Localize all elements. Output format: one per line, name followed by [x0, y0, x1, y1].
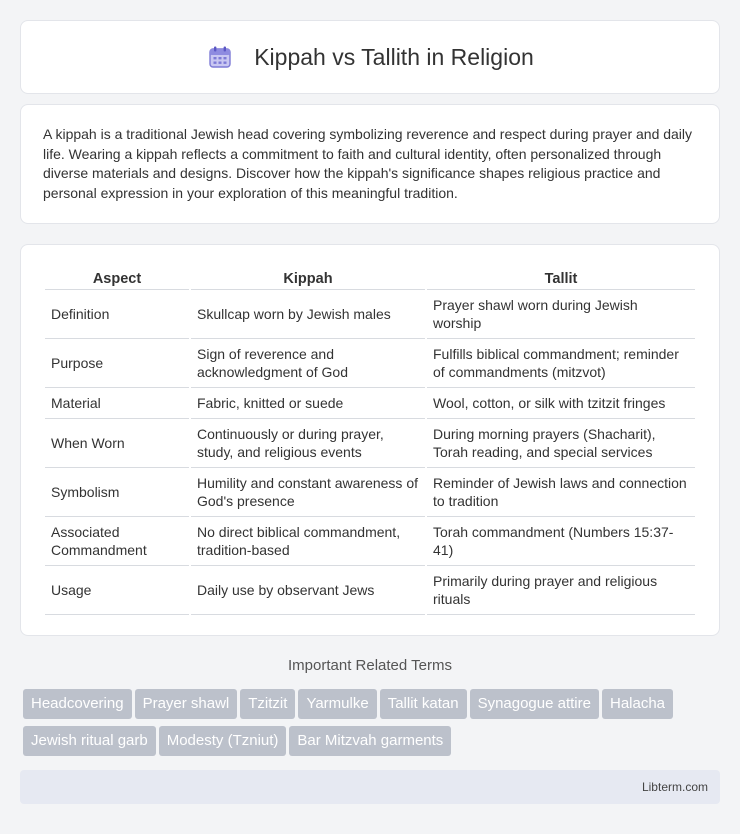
table-cell: When Worn	[45, 419, 189, 468]
intro-card	[20, 104, 720, 224]
related-terms-title: Important Related Terms	[288, 657, 452, 674]
table-row	[45, 517, 695, 566]
comparison-table	[43, 265, 697, 615]
table-cell: Material	[45, 388, 189, 419]
table-cell: Wool, cotton, or silk with tzitzit fringes	[427, 388, 695, 419]
related-term-tag[interactable]: Synagogue attire	[470, 689, 599, 719]
footer	[20, 770, 720, 804]
table-row	[45, 419, 695, 468]
related-term-tag[interactable]: Tallit katan	[380, 689, 467, 719]
table-cell: Usage	[45, 566, 189, 615]
table-cell: Torah commandment (Numbers 15:37-41)	[427, 517, 695, 566]
calendar-icon	[206, 43, 234, 71]
related-terms-list	[23, 689, 713, 763]
table-cell: Sign of reverence and acknowledgment of God	[191, 339, 425, 388]
table-cell: Symbolism	[45, 468, 189, 517]
table-cell: Definition	[45, 290, 189, 339]
table-cell: Reminder of Jewish laws and connection to tradition	[427, 468, 695, 517]
table-cell: Fulfills biblical commandment; reminder of commandments (mitzvot)	[427, 339, 695, 388]
footer-link[interactable]: Libterm.com	[641, 780, 708, 794]
title-card	[20, 20, 720, 94]
table-cell: Primarily during prayer and religious rituals	[427, 566, 695, 615]
intro-text: A kippah is a traditional Jewish head covering symbolizing reverence and respect during prayer and daily life. Wearing a kippah reflects a commitment to faith and cultural identity, often personalized through diverse materials and designs. Discover how the kippah's significance shapes religious practice and personal expression in your exploration of this meaningful tradition.	[43, 126, 693, 201]
header-tallit: Tallit	[427, 265, 695, 290]
table-cell: Skullcap worn by Jewish males	[191, 290, 425, 339]
table-cell: Daily use by observant Jews	[191, 566, 425, 615]
related-term-tag[interactable]: Bar Mitzvah garments	[289, 726, 451, 756]
related-term-tag[interactable]: Halacha	[602, 689, 673, 719]
header-aspect: Aspect	[45, 265, 189, 290]
related-term-tag[interactable]: Jewish ritual garb	[23, 726, 156, 756]
header-kippah: Kippah	[191, 265, 425, 290]
related-term-tag[interactable]: Modesty (Tzniut)	[159, 726, 287, 756]
table-header-row	[45, 265, 695, 290]
table-row	[45, 339, 695, 388]
table-row	[45, 388, 695, 419]
table-cell: Associated Commandment	[45, 517, 189, 566]
table-cell: Purpose	[45, 339, 189, 388]
table-cell: During morning prayers (Shacharit), Torah reading, and special services	[427, 419, 695, 468]
table-cell: Prayer shawl worn during Jewish worship	[427, 290, 695, 339]
table-cell: Continuously or during prayer, study, and religious events	[191, 419, 425, 468]
table-row	[45, 566, 695, 615]
related-term-tag[interactable]: Tzitzit	[240, 689, 295, 719]
table-cell: Fabric, knitted or suede	[191, 388, 425, 419]
table-cell: Humility and constant awareness of God's presence	[191, 468, 425, 517]
related-term-tag[interactable]: Headcovering	[23, 689, 132, 719]
related-term-tag[interactable]: Prayer shawl	[135, 689, 238, 719]
table-row	[45, 468, 695, 517]
page-title: Kippah vs Tallith in Religion	[254, 43, 534, 70]
related-term-tag[interactable]: Yarmulke	[298, 689, 376, 719]
table-row	[45, 290, 695, 339]
table-cell: No direct biblical commandment, tradition-based	[191, 517, 425, 566]
comparison-card	[20, 244, 720, 636]
